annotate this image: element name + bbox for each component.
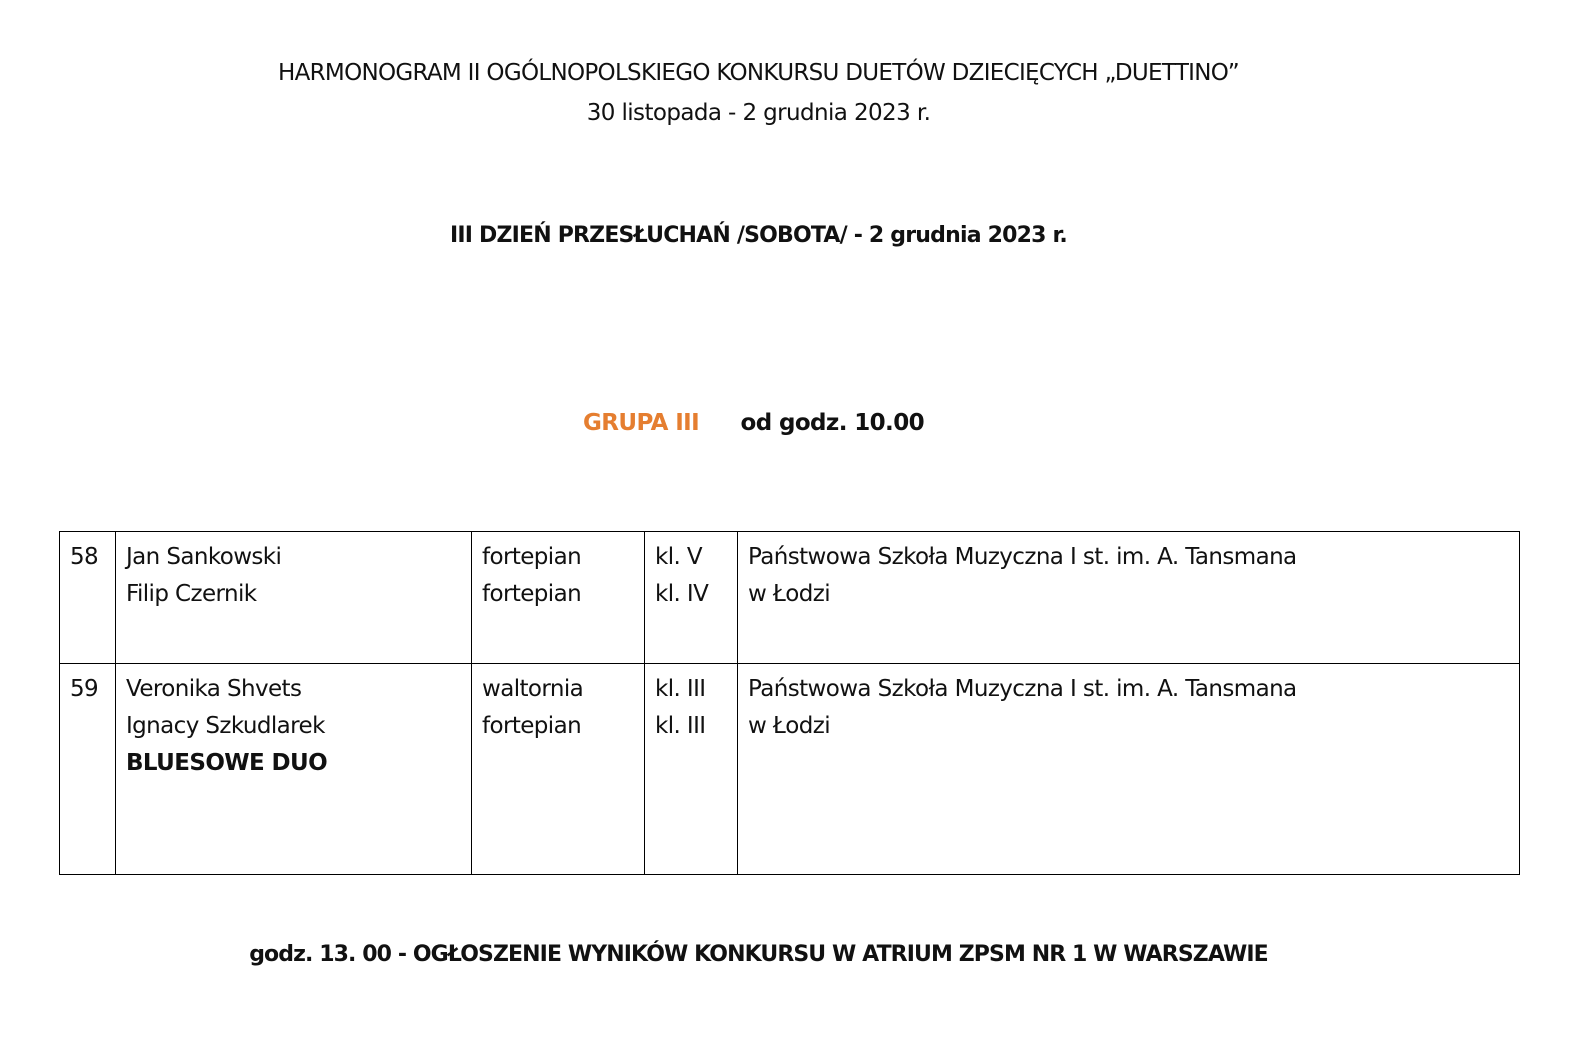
performers-cell: [116, 664, 472, 875]
event-dates: 30 listopada - 2 grudnia 2023 r.: [586, 100, 931, 126]
day-heading: III DZIEŃ PRZESŁUCHAŃ /SOBOTA/ - 2 grudnia 2023 r.: [450, 223, 1067, 248]
instruments-cell: [472, 532, 645, 664]
instrument: waltornia: [482, 676, 584, 702]
instrument: fortepian: [482, 713, 582, 739]
entry-number: 59: [60, 664, 116, 875]
schedule-table: [59, 531, 1520, 875]
table-row: [60, 664, 1520, 875]
performer-name: Ignacy Szkudlarek: [126, 713, 325, 739]
school-city: w Łodzi: [748, 581, 830, 607]
school-cell: [738, 664, 1520, 875]
class-level: kl. III: [655, 713, 706, 739]
school-city: w Łodzi: [748, 713, 830, 739]
performer-name: Veronika Shvets: [126, 676, 302, 702]
instruments-cell: [472, 664, 645, 875]
group-heading: [583, 409, 924, 437]
performer-name: Jan Sankowski: [126, 544, 282, 570]
performer-name: Filip Czernik: [126, 581, 257, 607]
table-row: [60, 532, 1520, 664]
classes-cell: [645, 664, 738, 875]
class-level: kl. V: [655, 544, 703, 570]
results-announcement: godz. 13. 00 - OGŁOSZENIE WYNIKÓW KONKURSU W ATRIUM ZPSM NR 1 W WARSZAWIE: [249, 942, 1268, 967]
class-level: kl. III: [655, 676, 706, 702]
document-title: HARMONOGRAM II OGÓLNOPOLSKIEGO KONKURSU DUETÓW DZIECIĘCYCH „DUETTINO”: [278, 60, 1239, 86]
entry-number: 58: [60, 532, 116, 664]
class-level: kl. IV: [655, 581, 709, 607]
instrument: fortepian: [482, 581, 582, 607]
ensemble-name: BLUESOWE DUO: [126, 750, 328, 776]
performers-cell: [116, 532, 472, 664]
group-start-time: od godz. 10.00: [740, 410, 924, 436]
school-name: Państwowa Szkoła Muzyczna I st. im. A. Tansmana: [748, 544, 1297, 570]
school-name: Państwowa Szkoła Muzyczna I st. im. A. Tansmana: [748, 676, 1297, 702]
school-cell: [738, 532, 1520, 664]
classes-cell: [645, 532, 738, 664]
instrument: fortepian: [482, 544, 582, 570]
group-name: GRUPA III: [583, 410, 700, 436]
